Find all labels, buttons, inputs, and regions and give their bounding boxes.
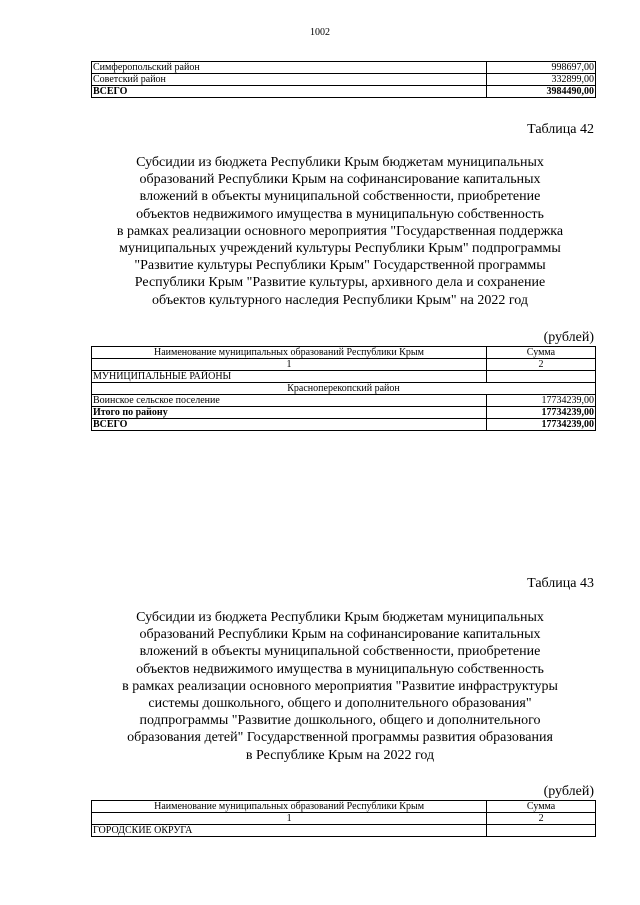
table-42-title xyxy=(80,154,600,309)
title-line: образований Республики Крым на софинансирование капитальных xyxy=(139,627,541,643)
table-header xyxy=(92,347,596,359)
section-row xyxy=(92,371,596,383)
title-line: объектов культурного наследия Республики Крым" на 2022 год xyxy=(152,292,528,308)
header-sum: Сумма xyxy=(486,347,595,359)
title-line: подпрограммы "Развитие дошкольного, общего и дополнительного xyxy=(139,713,541,729)
col-number-2: 2 xyxy=(486,359,595,371)
title-line: Субсидии из бюджета Республики Крым бюджетам муниципальных xyxy=(136,610,544,625)
title-line: вложений в объекты муниципальной собственности, приобретение xyxy=(139,189,541,205)
table-43-currency: (рублей) xyxy=(543,784,594,799)
column-numbers xyxy=(92,359,596,371)
district-row xyxy=(92,383,596,395)
col-number-1: 1 xyxy=(92,813,487,825)
page-number: 1002 xyxy=(310,27,330,38)
table-42 xyxy=(91,346,596,431)
title-line: муниципальных учреждений культуры Республики Крым" подпрограммы xyxy=(119,241,561,257)
title-line: в рамках реализации основного мероприятия "Развитие инфраструктуры xyxy=(122,678,558,694)
table-cell-name: ВСЕГО xyxy=(92,86,487,98)
title-line: образований Республики Крым на софинансирование капитальных xyxy=(139,172,541,188)
title-line: вложений в объекты муниципальной собственности, приобретение xyxy=(139,644,541,660)
table-row xyxy=(92,62,596,74)
section-sum xyxy=(486,371,595,383)
continuation-table xyxy=(91,61,596,98)
section-label: МУНИЦИПАЛЬНЫЕ РАЙОНЫ xyxy=(92,371,487,383)
table-row xyxy=(92,74,596,86)
table-row-total xyxy=(92,419,596,431)
col-number-2: 2 xyxy=(487,813,596,825)
col-number-1: 1 xyxy=(92,359,487,371)
table-cell-sum: 17734239,00 xyxy=(486,407,595,419)
table-42-currency: (рублей) xyxy=(543,330,594,345)
header-name: Наименование муниципальных образований Республики Крым xyxy=(92,347,487,359)
table-cell-sum: 332899,00 xyxy=(486,74,596,86)
title-line: системы дошкольного, общего и дополнительного образования" xyxy=(148,696,532,712)
table-cell-sum: 17734239,00 xyxy=(486,419,595,431)
table-header xyxy=(92,801,596,813)
table-42-label: Таблица 42 xyxy=(527,122,594,137)
table-cell-sum: 17734239,00 xyxy=(486,395,595,407)
title-line: в рамках реализации основного мероприятия "Государственная поддержка xyxy=(116,223,564,239)
table-cell-name: Итого по району xyxy=(92,407,487,419)
table-row xyxy=(92,395,596,407)
title-line: объектов недвижимого имущества в муниципальную собственность xyxy=(136,206,544,222)
header-sum: Сумма xyxy=(487,801,596,813)
table-43-title xyxy=(80,609,600,764)
title-line: в Республике Крым на 2022 год xyxy=(245,747,435,763)
title-line: Республики Крым "Развитие культуры, архивного дела и сохранение xyxy=(134,275,546,291)
table-cell-sum: 3984490,00 xyxy=(486,86,596,98)
table-cell-name: Симферопольский район xyxy=(92,62,487,74)
title-line: образования детей" Государственной программы развития образования xyxy=(127,730,553,746)
section-row xyxy=(92,825,596,837)
header-name: Наименование муниципальных образований Республики Крым xyxy=(92,801,487,813)
title-line: объектов недвижимого имущества в муниципальную собственность xyxy=(136,661,544,677)
title-line: "Развитие культуры Республики Крым" Государственной программы xyxy=(134,258,546,274)
table-row-total xyxy=(92,86,596,98)
table-cell-name: Советский район xyxy=(92,74,487,86)
table-cell-sum: 998697,00 xyxy=(486,62,596,74)
section-sum xyxy=(487,825,596,837)
column-numbers xyxy=(92,813,596,825)
table-cell-name: ВСЕГО xyxy=(92,419,487,431)
table-43 xyxy=(91,800,596,837)
table-cell-name: Воинское сельское поселение xyxy=(92,395,487,407)
title-line: Субсидии из бюджета Республики Крым бюджетам муниципальных xyxy=(136,155,544,170)
table-43-label: Таблица 43 xyxy=(527,576,594,591)
district-label: Красноперекопский район xyxy=(92,383,596,395)
section-label: ГОРОДСКИЕ ОКРУГА xyxy=(92,825,487,837)
table-row-subtotal xyxy=(92,407,596,419)
